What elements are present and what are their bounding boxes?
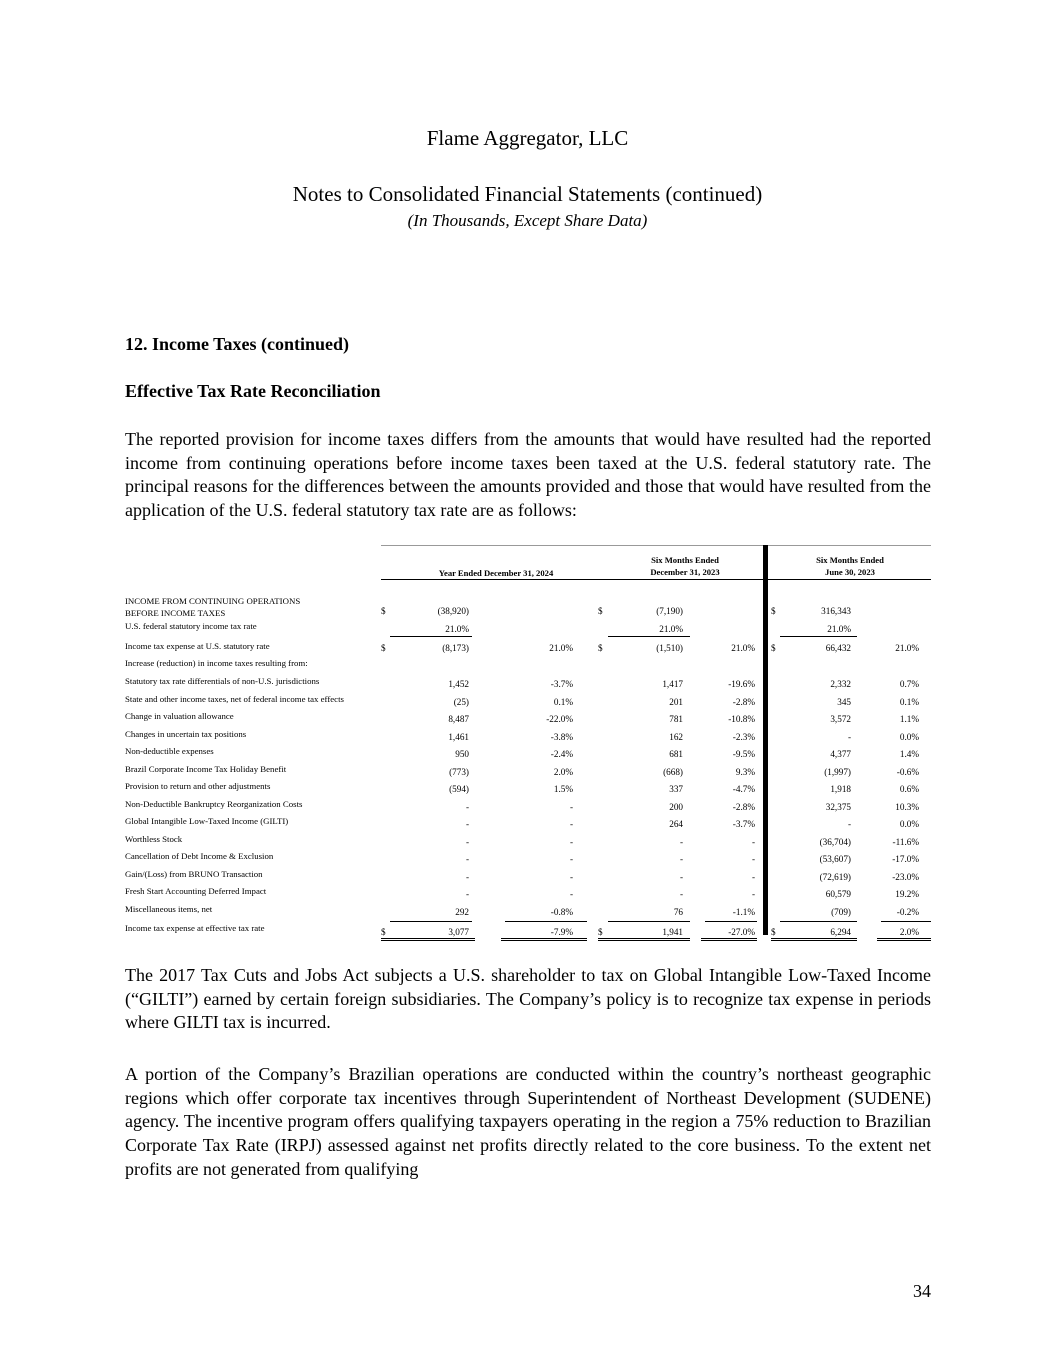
statutory-rate-col3: 21.0% (827, 624, 851, 634)
tax-rate-reconciliation-table (125, 545, 931, 945)
row-rate-col1: 2.0% (553, 766, 573, 777)
row-label: Non-Deductible Bankruptcy Reorganization Costs (125, 798, 303, 809)
row-label: Brazil Corporate Income Tax Holiday Benefit (125, 763, 287, 774)
row-amount-col3: 345 (837, 696, 851, 707)
row-amount-col3: 60,579 (825, 889, 851, 899)
row-amount-col2: 337 (669, 784, 683, 794)
row-amount-col1: 8,487 (448, 714, 469, 724)
expense-statutory-amount-col2: (1,510) (656, 643, 683, 653)
currency-symbol: $ (771, 927, 776, 937)
col3-header-line2: June 30, 2023 (825, 567, 875, 577)
currency-symbol: $ (598, 606, 603, 616)
row-amount-col3: 3,572 (830, 714, 851, 724)
row-amount-col3: (709) (831, 906, 851, 917)
row-amount-col2: 681 (669, 749, 683, 759)
row-label: Fresh Start Accounting Deferred Impact (125, 886, 267, 896)
row-amount-col2: 200 (669, 801, 683, 812)
statutory-rate-label: U.S. federal statutory income tax rate (125, 621, 257, 631)
company-title: Flame Aggregator, LLC (426, 126, 629, 150)
row-rate-col2: -4.7% (732, 784, 755, 794)
row-amount-col1: - (465, 819, 469, 829)
row-rate-col3: 1.4% (899, 749, 919, 759)
gilti-paragraph: The 2017 Tax Cuts and Jobs Act subjects a U.S. shareholder to tax on Global Intangible Low-Taxed Income (“GILTI”) earned by certain foreign subsidiaries. The Company’s policy is to recognize tax expense in periods where GILTI tax is incurred. (125, 965, 931, 1033)
row-amount-col2: 781 (669, 714, 683, 724)
row-rate-col2: -2.3% (732, 731, 755, 742)
notes-title: Notes to Consolidated Financial Statements (continued) (292, 182, 763, 206)
expense-statutory-rate-col3: 21.0% (895, 643, 919, 653)
row-rate-col2: - (751, 871, 755, 882)
row-amount-col3: (53,607) (819, 854, 851, 864)
row-rate-col2: - (751, 854, 755, 864)
currency-symbol: $ (598, 927, 603, 937)
row-amount-col2: - (679, 836, 683, 847)
expense-statutory-amount-col3: 66,432 (825, 643, 851, 653)
row-rate-col1: -3.8% (550, 731, 573, 742)
section-subheading: Effective Tax Rate Reconciliation (125, 381, 381, 401)
row-amount-col2: - (679, 871, 683, 882)
row-rate-col1: - (569, 836, 573, 847)
col2-header-line2: December 31, 2023 (650, 567, 720, 577)
row-label: Statutory tax rate differentials of non-U.S. jurisdictions (125, 676, 320, 686)
pretax-col1: (38,920) (437, 606, 469, 616)
expense-statutory-rate-col1: 21.0% (549, 643, 573, 653)
row-rate-col3: 19.2% (895, 889, 919, 899)
row-label: Non-deductible expenses (125, 746, 214, 756)
row-rate-col1: -22.0% (546, 714, 573, 724)
row-rate-col2: -10.8% (728, 714, 755, 724)
total-rate-col3: 2.0% (899, 927, 919, 937)
total-rate-col1: -7.9% (550, 927, 573, 937)
total-amount-col3: 6,294 (830, 927, 851, 937)
column-divider (763, 545, 768, 935)
row-rate-col3: 0.0% (899, 731, 919, 742)
row-amount-col1: 1,452 (448, 679, 469, 689)
row-amount-col1: - (465, 836, 469, 847)
total-label: Income tax expense at effective tax rate (125, 923, 265, 933)
row-amount-col1: - (465, 801, 469, 812)
row-rate-col2: 9.3% (735, 766, 755, 777)
currency-symbol: $ (598, 643, 603, 653)
row-rate-col2: -9.5% (732, 749, 755, 759)
row-amount-col3: 1,918 (830, 784, 851, 794)
row-rate-col2: - (751, 889, 755, 899)
row-label: Provision to return and other adjustments (125, 781, 271, 791)
row-amount-col3: - (847, 819, 851, 829)
row-amount-col3: 4,377 (830, 749, 851, 759)
row-amount-col1: (25) (453, 696, 469, 707)
row-rate-col1: - (569, 889, 573, 899)
row-amount-col2: - (679, 889, 683, 899)
row-amount-col1: - (465, 854, 469, 864)
col1-header: Year Ended December 31, 2024 (438, 568, 554, 578)
currency-symbol: $ (381, 643, 386, 653)
row-rate-col2: - (751, 836, 755, 847)
row-rate-col3: -0.2% (896, 906, 919, 917)
pretax-label-line1: INCOME FROM CONTINUING OPERATIONS (125, 596, 301, 606)
units-note: (In Thousands, Except Share Data) (407, 211, 648, 230)
row-amount-col2: 1,417 (662, 679, 683, 689)
row-rate-col3: -0.6% (896, 766, 919, 777)
row-rate-col1: 1.5% (553, 784, 573, 794)
row-amount-col1: - (465, 871, 469, 882)
row-amount-col1: 292 (455, 906, 469, 917)
currency-symbol: $ (771, 643, 776, 653)
pretax-label-line2: BEFORE INCOME TAXES (125, 608, 226, 618)
row-label: State and other income taxes, net of federal income tax effects (125, 693, 344, 704)
row-rate-col1: -2.4% (550, 749, 573, 759)
row-amount-col2: 264 (669, 819, 683, 829)
increase-label: Increase (reduction) in income taxes resulting from: (125, 658, 308, 668)
row-amount-col3: (1,997) (824, 766, 851, 777)
row-rate-col3: 0.0% (899, 819, 919, 829)
row-label: Gain/(Loss) from BRUNO Transaction (125, 868, 263, 879)
row-label: Miscellaneous items, net (125, 903, 213, 914)
row-rate-col3: -17.0% (892, 854, 919, 864)
row-amount-col2: (668) (663, 766, 683, 777)
row-amount-col3: 32,375 (825, 801, 851, 812)
col2-header (595, 554, 775, 578)
row-amount-col2: 76 (673, 906, 683, 917)
row-amount-col2: 201 (669, 696, 683, 707)
row-rate-col3: 0.1% (899, 696, 919, 707)
row-rate-col2: -2.8% (732, 801, 755, 812)
expense-statutory-amount-col1: (8,173) (442, 643, 469, 653)
row-rate-col1: - (569, 801, 573, 812)
row-amount-col1: (773) (449, 766, 469, 777)
row-rate-col1: -3.7% (550, 679, 573, 689)
row-label: Worthless Stock (125, 833, 183, 844)
row-rate-col2: -19.6% (728, 679, 755, 689)
row-rate-col1: -0.8% (550, 906, 573, 917)
row-rate-col2: -2.8% (732, 696, 755, 707)
pretax-col3: 316,343 (821, 606, 851, 616)
row-label: Cancellation of Debt Income & Exclusion (125, 851, 274, 861)
row-rate-col3: 0.7% (899, 679, 919, 689)
row-rate-col3: 10.3% (895, 801, 919, 812)
row-rate-col1: - (569, 854, 573, 864)
currency-symbol: $ (381, 606, 386, 616)
total-amount-col2: 1,941 (662, 927, 683, 937)
col2-header-line1: Six Months Ended (651, 555, 719, 565)
row-rate-col2: -1.1% (732, 906, 755, 917)
currency-symbol: $ (381, 927, 386, 937)
row-amount-col3: (36,704) (819, 836, 851, 847)
row-rate-col3: 0.6% (899, 784, 919, 794)
statutory-rate-col1: 21.0% (445, 624, 469, 634)
col3-header (765, 554, 935, 578)
row-amount-col1: (594) (449, 784, 469, 794)
row-amount-col1: 950 (455, 749, 469, 759)
col3-header-line1: Six Months Ended (816, 555, 884, 565)
row-rate-col3: -11.6% (892, 836, 919, 847)
intro-paragraph: The reported provision for income taxes differs from the amounts that would have resulted had the reported income from continuing operations before income taxes been taxed at the U.S. federal statutory rate. The principal reasons for the differences between the amounts provided and those that would have resulted from the application of the U.S. federal statutory tax rate are as follows: (125, 429, 931, 521)
statutory-rate-col2: 21.0% (659, 624, 683, 634)
row-rate-col3: 1.1% (899, 714, 919, 724)
expense-statutory-label: Income tax expense at U.S. statutory rate (125, 641, 270, 651)
page-number: 34 (913, 1281, 931, 1301)
row-amount-col1: 1,461 (448, 731, 469, 742)
total-amount-col1: 3,077 (448, 927, 469, 937)
row-rate-col2: -3.7% (732, 819, 755, 829)
total-rate-col2: -27.0% (728, 927, 755, 937)
row-amount-col3: - (847, 731, 851, 742)
row-rate-col1: 0.1% (553, 696, 573, 707)
row-label: Changes in uncertain tax positions (125, 728, 247, 739)
sudene-paragraph: A portion of the Company’s Brazilian operations are conducted within the country’s northeast geographic regions which offer corporate tax incentives through Superintendent of Northeast Development (SUDENE) agency. The incentive program offers qualifying taxpayers operating in the region a 75% reduction to Brazilian Corporate Tax Rate (IRPJ) assessed against net profits directly related to the core business. To the extent net profits are not generated from qualifying (125, 1064, 931, 1179)
row-amount-col1: - (465, 889, 469, 899)
row-rate-col1: - (569, 871, 573, 882)
row-amount-col3: 2,332 (830, 679, 851, 689)
row-amount-col2: - (679, 854, 683, 864)
row-amount-col3: (72,619) (819, 871, 851, 882)
row-amount-col2: 162 (669, 731, 683, 742)
currency-symbol: $ (771, 606, 776, 616)
row-label: Change in valuation allowance (125, 711, 234, 721)
row-rate-col1: - (569, 819, 573, 829)
row-rate-col3: -23.0% (892, 871, 919, 882)
row-label: Global Intangible Low-Taxed Income (GILTI) (125, 816, 289, 826)
section-heading: 12. Income Taxes (continued) (125, 334, 350, 354)
pretax-col2: (7,190) (656, 606, 683, 616)
expense-statutory-rate-col2: 21.0% (731, 643, 755, 653)
